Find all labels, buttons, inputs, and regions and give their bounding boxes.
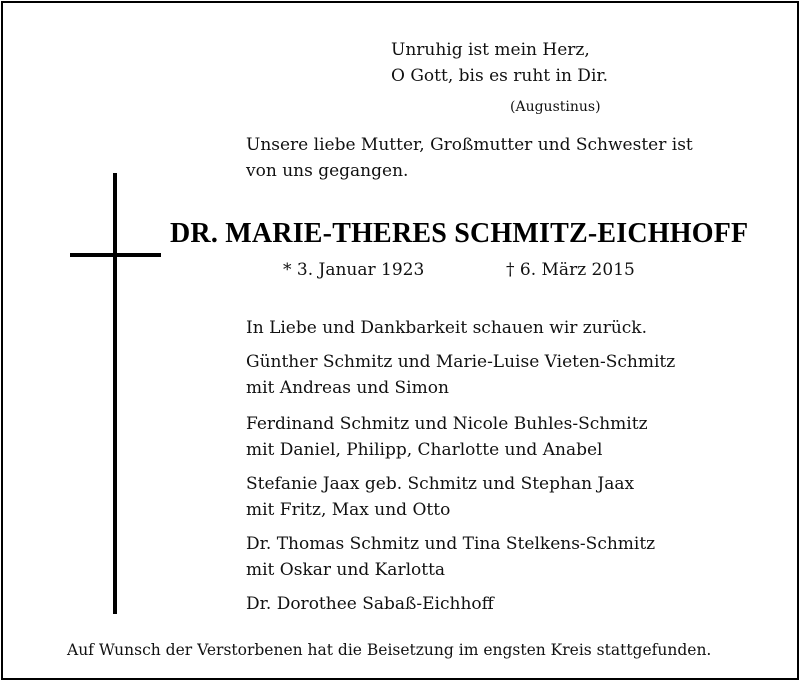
obituary-notice — [1, 1, 799, 680]
mourner-2-line-2: mit Daniel, Philipp, Charlotte und Anabel — [246, 440, 603, 460]
mourner-3-line-2: mit Fritz, Max und Otto — [246, 500, 451, 520]
deceased-name: DR. MARIE-THERES SCHMITZ-EICHHOFF — [170, 218, 749, 249]
mourner-3-line-1: Stefanie Jaax geb. Schmitz und Stephan Jaax — [246, 474, 635, 494]
quote-line-2: O Gott, bis es ruht in Dir. — [391, 66, 609, 86]
birth-date: * 3. Januar 1923 — [283, 260, 425, 280]
mourner-5-line-1: Dr. Dorothee Sabaß-Eichhoff — [246, 594, 494, 614]
death-date: † 6. März 2015 — [506, 260, 635, 280]
mourner-2-line-1: Ferdinand Schmitz und Nicole Buhles-Schmitz — [246, 414, 648, 434]
mourner-4-line-1: Dr. Thomas Schmitz und Tina Stelkens-Schmitz — [246, 534, 656, 554]
quote-line-1: Unruhig ist mein Herz, — [391, 40, 590, 60]
cross-icon-horizontal — [70, 253, 161, 257]
cross-icon-vertical — [113, 173, 117, 614]
intro-line-1: Unsere liebe Mutter, Großmutter und Schwester ist — [246, 135, 693, 155]
quote-attribution: (Augustinus) — [510, 99, 601, 115]
mourner-4-line-2: mit Oskar und Karlotta — [246, 560, 446, 580]
mourner-1-line-2: mit Andreas und Simon — [246, 378, 449, 398]
intro-line-2: von uns gegangen. — [246, 161, 409, 181]
gratitude-line: In Liebe und Dankbarkeit schauen wir zurück. — [246, 318, 647, 338]
mourner-1-line-1: Günther Schmitz und Marie-Luise Vieten-Schmitz — [246, 352, 676, 372]
footer-note: Auf Wunsch der Verstorbenen hat die Beisetzung im engsten Kreis stattgefunden. — [67, 641, 712, 659]
